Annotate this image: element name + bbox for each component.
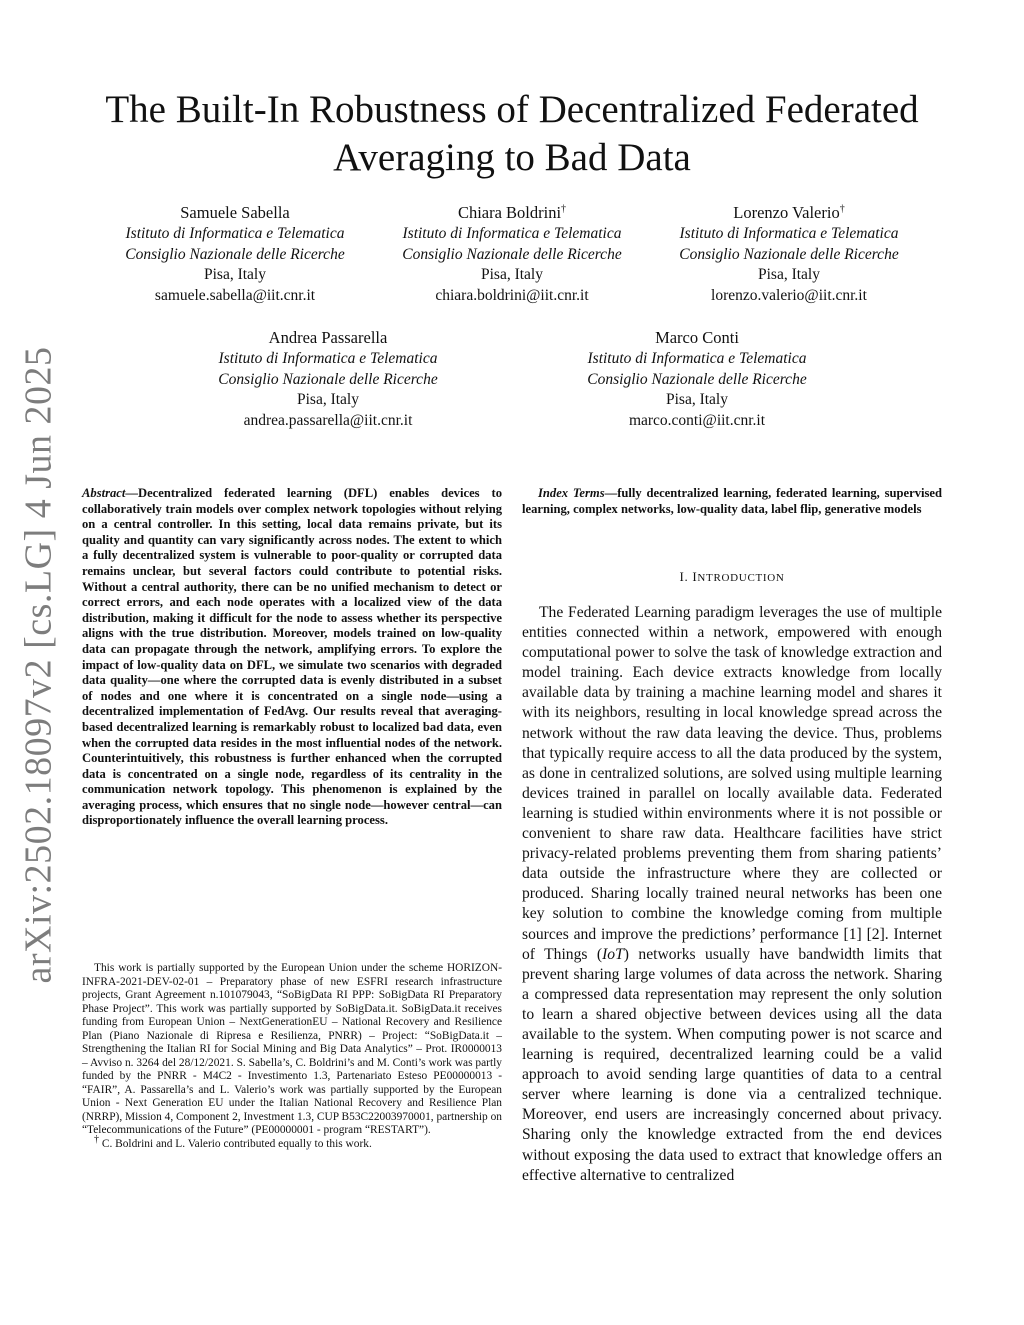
author-organization: Consiglio Nazionale delle Ricerche (679, 245, 899, 263)
author-institute: Istituto di Informatica e Telematica (218, 349, 438, 367)
author-organization: Consiglio Nazionale delle Ricerche (587, 370, 807, 388)
equal-contribution-note: † C. Boldrini and L. Valerio contributed equally to this work. (94, 1133, 372, 1150)
author-organization: Consiglio Nazionale delle Ricerche (218, 370, 438, 388)
author-name: Marco Conti (655, 328, 739, 347)
author-block (193, 328, 463, 432)
author-name: Chiara Boldrini† (457, 203, 567, 222)
author-email: lorenzo.valerio@iit.cnr.it (711, 287, 867, 305)
author-name: Samuele Sabella (180, 203, 290, 222)
author-institute: Istituto di Informatica e Telematica (402, 224, 622, 242)
author-block (100, 203, 370, 307)
author-organization: Consiglio Nazionale delle Ricerche (125, 245, 345, 263)
author-institute: Istituto di Informatica e Telematica (587, 349, 807, 367)
author-block (654, 203, 924, 307)
arxiv-identifier-text: arXiv:2502.18097v2 [cs.LG] 4 Jun 2025 (17, 346, 60, 984)
author-block (562, 328, 832, 432)
author-location: Pisa, Italy (758, 266, 820, 284)
author-name: Andrea Passarella (268, 328, 388, 347)
author-institute: Istituto di Informatica e Telematica (125, 224, 345, 242)
abstract-text: —Decentralized federated learning (DFL) enables devices to collaboratively train models over complex network topologies without relying on a central controller. In this setting, local data remains private, but its quality and quantity can vary significantly across nodes. The extent to which a fully decentralized system is vulnerable to poor-quality or corrupted data remains unclear, but several factors could contribute to potential risks. Without a central authority, there can be no unified mechanism to detect or correct errors, and each node operates with a localized view of the data distribution, making it difficult for the node to assess whether its perspective aligns with the true distribution. Moreover, models trained on low-quality data can propagate through the network, amplifying errors. To explore the impact of low-quality data on DFL, we simulate two scenarios with degraded data quality—one where the corrupted data is evenly distributed in a subset of nodes and one where it is concentrated on a single node—using a decentralized implementation of FedAvg. Our results reveal that averaging-based decentralized learning is remarkably robust to localized bad data, even when the corrupted data resides in the most influential nodes of the network. Counterintuitively, this robustness is further enhanced when the corrupted data is concentrated on a single node, regardless of its centrality in the communication network topology. This phenomenon is explained by the averaging process, which ensures that no single node—however central—can disproportionately influence the overall learning process. (82, 486, 502, 828)
author-email: andrea.passarella@iit.cnr.it (243, 412, 413, 430)
dagger-mark: † (94, 1133, 99, 1145)
author-name: Lorenzo Valerio† (733, 203, 845, 222)
author-location: Pisa, Italy (204, 266, 266, 284)
index-terms (522, 486, 942, 517)
section-heading-introduction: I. INTRODUCTION (679, 569, 785, 584)
author-location: Pisa, Italy (481, 266, 543, 284)
funding-footnote (82, 962, 502, 1151)
abstract (82, 486, 502, 829)
introduction-paragraph: The Federated Learning paradigm leverages the use of multiple entities connected within a network, empowered with enough computational power to solve the task of knowledge extraction and model training. Each device extracts knowledge from locally available data by training a machine learning model and shares it with its neighbors, resulting in local knowledge spread across the network without the raw data leaving the device. Thus, problems that typically require access to all the data produced by the system, as done in centralized solutions, are solved using multiple learning devices trained in parallel on locally available data. Federated learning is studied within environments where it is not possible or convenient to share raw data. Healthcare facilities have strict privacy-related problems preventing them from sharing patients’ data outside the infrastructure where they are collected or produced. Sharing locally trained neural networks has been one key solution to combine the knowledge coming from multiple sources and improve the predictions’ performance [1] [2]. Internet of Things (IoT) networks usually have bandwidth limits that prevent sharing large volumes of data across the network. Sharing a compressed data representation may represent the only solution to learn a shared objective between devices using all the data available to the system. When computing power is not scarce and learning is required, decentralized learning could be a valid approach to avoid sending large quantities of data to a central server where learning is done via a centralized technique. Moreover, end users are increasingly concerned about privacy. Sharing only the knowledge extracted from the end devices without exposing the data used to extract that knowledge offers an effective alternative to centralized (522, 604, 943, 1184)
author-location: Pisa, Italy (297, 391, 359, 409)
author-email: marco.conti@iit.cnr.it (628, 412, 766, 430)
paper-title: The Built-In Robustness of Decentralized Federated Averaging to Bad Data (105, 88, 919, 179)
author-email: chiara.boldrini@iit.cnr.it (435, 287, 589, 305)
author-organization: Consiglio Nazionale delle Ricerche (402, 245, 622, 263)
author-location: Pisa, Italy (666, 391, 728, 409)
index-terms-label: Index Terms (538, 486, 605, 500)
iot-term: IoT (602, 945, 624, 963)
funding-text: This work is partially supported by the European Union under the scheme HORIZON-INFRA-2021-DEV-02-01 – Preparatory phase of new ESFRI research infrastructure projects, Grant Agreement n.101079043, “SoBigData RI PPP: SoBigData RI Preparatory Phase Project”. This work was partially supported by SoBigData.it. SoBigData.it receives funding from European Union – NextGenerationEU – National Recovery and Resilience Plan (Piano Nazionale di Ripresa e Resilienza, PNRR) – Project: “SoBigData.it – Strengthening the Italian RI for Social Mining and Big Data Analytics” – Prot. IR0000013 – Avviso n. 3264 del 28/12/2021. S. Sabella’s, C. Boldrini’s and M. Conti’s work was partly funded by the PNRR - M4C2 - Investimento 1.3, Partenariato Esteso PE00000013 - “FAIR”, A. Passarella’s and L. Valerio’s work was partially supported by the European Union - Next Generation EU under the Italian National Recovery and Resilience Plan (NRRP), Mission 4, Component 2, Investment 1.3, CUP B53C22003970001, partnership on “Telecommunications of the Future” (PE00000001 - program “RESTART”). (82, 962, 502, 1136)
author-institute: Istituto di Informatica e Telematica (679, 224, 899, 242)
index-terms-text: —fully decentralized learning, federated learning, supervised learning, complex networks, low-quality data, label flip, generative models (522, 486, 942, 516)
author-block (377, 203, 647, 307)
author-email: samuele.sabella@iit.cnr.it (154, 287, 316, 305)
arxiv-identifier-stamp (8, 346, 68, 984)
abstract-label: Abstract (82, 486, 126, 500)
